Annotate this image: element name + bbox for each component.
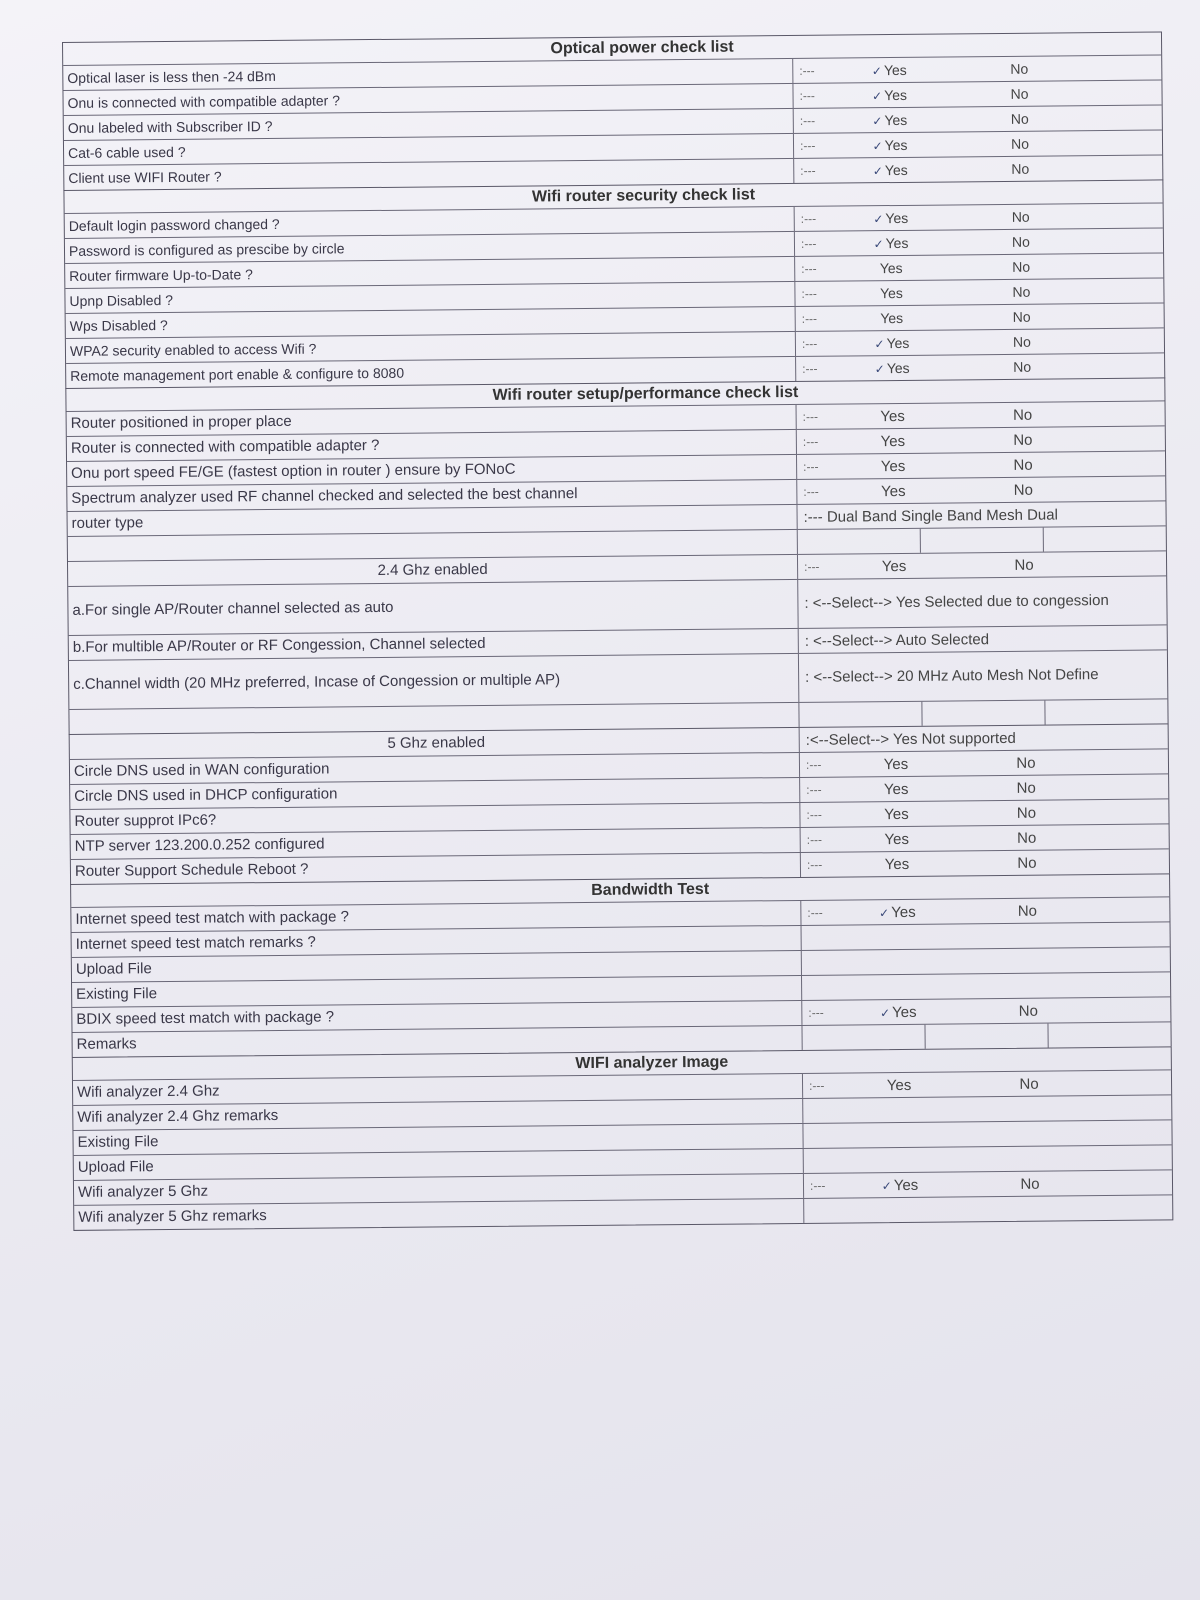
upload-file-field[interactable] xyxy=(802,947,1170,975)
no-option[interactable]: No xyxy=(1011,233,1030,250)
five-ghz-section xyxy=(69,723,1170,884)
check-mark-icon: ✓ xyxy=(872,164,883,179)
row-label: Router supprot IPc6? xyxy=(70,803,800,834)
setup-performance-section xyxy=(65,377,1168,734)
row-label: Wifi analyzer 5 Ghz remarks xyxy=(74,1199,804,1230)
yes-option[interactable]: ✓ Yes xyxy=(874,359,910,377)
yes-option[interactable]: Yes xyxy=(881,482,906,500)
row-label: Internet speed test match remarks ? xyxy=(72,926,802,957)
no-option[interactable]: No xyxy=(1010,60,1029,77)
check-mark-icon: ✓ xyxy=(874,337,885,352)
row-label: Client use WIFI Router ? xyxy=(64,159,794,190)
row-label: Router Support Schedule Reboot ? xyxy=(71,853,801,884)
no-option[interactable]: No xyxy=(1019,1075,1039,1093)
check-mark-icon: ✓ xyxy=(872,114,883,129)
bandwidth-test-section xyxy=(70,873,1172,1057)
row-label: Wifi analyzer 2.4 Ghz xyxy=(73,1074,803,1105)
no-option[interactable]: No xyxy=(1017,854,1037,872)
row-prefix: :--- xyxy=(806,832,823,847)
no-option[interactable]: No xyxy=(1010,135,1030,152)
yes-option[interactable]: ✓ Yes xyxy=(873,234,909,252)
check-mark-icon: ✓ xyxy=(873,237,884,252)
row-prefix: :--- xyxy=(809,1178,826,1193)
row-label: Wifi analyzer 2.4 Ghz remarks xyxy=(73,1099,803,1130)
yes-option[interactable]: Yes xyxy=(881,557,907,575)
no-option[interactable]: No xyxy=(1013,358,1032,375)
check-mark-icon: ✓ xyxy=(880,1005,891,1020)
no-option[interactable]: No xyxy=(1016,804,1037,822)
row-label: Wps Disabled ? xyxy=(66,307,796,338)
no-option[interactable]: No xyxy=(1014,556,1034,574)
row-label: b.For multible AP/Router or RF Congession, Channel selected xyxy=(69,629,799,660)
row-label: c.Channel width (20 MHz preferred, Incase of Congession or multiple AP) xyxy=(69,654,799,709)
yes-option[interactable]: Yes xyxy=(883,780,909,798)
yes-option[interactable]: Yes xyxy=(884,855,910,873)
yes-option[interactable]: ✓ Yes xyxy=(880,1003,917,1021)
no-option[interactable]: No xyxy=(1011,160,1030,177)
no-option[interactable]: No xyxy=(1018,1002,1039,1020)
subsection-title: 2.4 Ghz enabled xyxy=(68,555,798,586)
no-option[interactable]: No xyxy=(1012,308,1031,325)
no-option[interactable]: No xyxy=(1013,481,1034,499)
row-prefix: :--- xyxy=(805,757,822,772)
row-label: Existing File xyxy=(72,976,802,1007)
remarks-field[interactable] xyxy=(802,1022,1170,1050)
no-option[interactable]: No xyxy=(1012,406,1033,424)
row-prefix: :--- xyxy=(799,138,816,153)
row-label: WPA2 security enabled to access Wifi ? xyxy=(66,332,796,363)
no-option[interactable]: No xyxy=(1012,333,1031,350)
wifi-security-section xyxy=(63,179,1165,388)
row-prefix: :--- xyxy=(801,311,818,326)
yes-option[interactable]: Yes xyxy=(879,259,903,277)
no-option[interactable]: No xyxy=(1017,829,1037,847)
row-label: Circle DNS used in WAN configuration xyxy=(70,753,800,784)
section-title: Bandwidth Test xyxy=(591,880,710,899)
remarks-field[interactable] xyxy=(803,1095,1171,1123)
row-label: Spectrum analyzer used RF channel checked and selected the best channel xyxy=(67,480,797,511)
section-title: Wifi router security check list xyxy=(531,186,756,206)
row-prefix: :--- xyxy=(804,559,820,574)
row-label: Existing File xyxy=(73,1124,803,1155)
row-prefix: :--- xyxy=(800,163,816,178)
no-option[interactable]: No xyxy=(1016,754,1036,772)
row-label: Cat-6 cable used ? xyxy=(64,134,794,165)
existing-file-field xyxy=(803,1120,1171,1148)
optical-power-section xyxy=(62,31,1163,190)
wifi-analyzer-section xyxy=(72,1046,1174,1231)
row-prefix: :--- xyxy=(803,459,819,474)
no-option[interactable]: No xyxy=(1017,902,1038,920)
yes-option[interactable]: ✓ Yes xyxy=(874,334,910,352)
check-mark-icon: ✓ xyxy=(879,905,890,920)
section-title: Optical power check list xyxy=(550,38,734,58)
row-label: Wifi analyzer 5 Ghz xyxy=(74,1174,804,1205)
row-label: Optical laser is less then -24 dBm xyxy=(63,59,793,90)
row-prefix: :--- xyxy=(799,63,815,78)
no-option[interactable]: No xyxy=(1013,456,1033,474)
row-prefix: :--- xyxy=(807,905,823,920)
row-label: Remarks xyxy=(73,1026,803,1057)
check-mark-icon: ✓ xyxy=(871,64,882,79)
row-prefix: :--- xyxy=(802,434,819,449)
remarks-field[interactable] xyxy=(804,1195,1172,1223)
row-prefix: :--- xyxy=(806,782,822,797)
row-label: router type xyxy=(68,505,798,536)
row-label: Default login password changed ? xyxy=(65,207,795,238)
row-label: Upnp Disabled ? xyxy=(65,282,795,313)
remarks-field[interactable] xyxy=(802,922,1170,950)
row-prefix: :--- xyxy=(801,286,817,301)
no-option[interactable]: No xyxy=(1012,283,1031,300)
no-option[interactable]: No xyxy=(1020,1175,1040,1193)
check-mark-icon: ✓ xyxy=(873,212,884,227)
row-label: Onu is connected with compatible adapter ? xyxy=(63,84,793,115)
row-prefix: :--- xyxy=(802,361,818,376)
no-option[interactable]: No xyxy=(1010,85,1029,102)
yes-option[interactable]: Yes xyxy=(884,830,910,848)
row-prefix: :--- xyxy=(808,1005,824,1020)
row-prefix: :--- xyxy=(800,236,817,251)
five-ghz-select[interactable]: :<--Select--> Yes Not supported xyxy=(805,729,1016,749)
row-prefix: :--- xyxy=(806,857,823,872)
yes-option[interactable]: Yes xyxy=(883,755,909,773)
yes-option[interactable]: Yes xyxy=(884,805,909,823)
yes-option[interactable]: ✓ Yes xyxy=(872,136,908,154)
upload-file-field[interactable] xyxy=(804,1145,1172,1173)
row-label: Upload File xyxy=(72,951,802,982)
row-label: Internet speed test match with package ? xyxy=(71,901,801,932)
check-mark-icon: ✓ xyxy=(872,139,883,154)
no-option[interactable]: No xyxy=(1010,110,1029,127)
no-option[interactable]: No xyxy=(1011,208,1030,225)
row-prefix: :--- xyxy=(808,1078,825,1093)
yes-option[interactable]: ✓ Yes xyxy=(872,111,908,129)
no-option[interactable]: No xyxy=(1012,258,1031,275)
yes-option[interactable]: Yes xyxy=(880,432,906,450)
row-label: Circle DNS used in DHCP configuration xyxy=(70,778,800,809)
yes-option[interactable]: Yes xyxy=(886,1076,912,1094)
row-label: Onu port speed FE/GE (fastest option in router ) ensure by FONoC xyxy=(67,455,797,486)
row-label: Router positioned in proper place xyxy=(67,405,797,436)
channel-select[interactable]: : <--Select--> Auto Selected xyxy=(804,630,990,650)
row-prefix: :--- xyxy=(803,484,819,499)
yes-option[interactable]: Yes xyxy=(880,407,905,425)
row-prefix: :--- xyxy=(799,113,816,128)
row-label: Onu labeled with Subscriber ID ? xyxy=(64,109,794,140)
row-prefix: :--- xyxy=(800,211,817,226)
channel-width-select[interactable]: : <--Select--> 20 MHz Auto Mesh Not Define xyxy=(805,666,1099,686)
section-title: WIFI analyzer Image xyxy=(575,1053,729,1073)
row-label: Upload File xyxy=(74,1149,804,1180)
check-mark-icon: ✓ xyxy=(874,362,885,377)
row-label: BDIX speed test match with package ? xyxy=(72,1001,802,1032)
yes-option[interactable]: ✓ Yes xyxy=(872,86,908,104)
router-type-select[interactable]: :--- Dual Band Single Band Mesh Dual xyxy=(803,505,1058,526)
section-title: Wifi router setup/performance check list xyxy=(492,383,799,404)
no-option[interactable]: No xyxy=(1016,779,1036,797)
yes-option[interactable]: ✓ Yes xyxy=(872,161,908,179)
yes-option[interactable]: ✓ Yes xyxy=(881,1176,919,1194)
yes-option[interactable]: ✓ Yes xyxy=(879,903,916,921)
check-mark-icon: ✓ xyxy=(872,89,883,104)
row-prefix: :--- xyxy=(801,336,818,351)
yes-option[interactable]: ✓ Yes xyxy=(873,209,909,227)
check-mark-icon: ✓ xyxy=(881,1178,892,1193)
row-label: Router firmware Up-to-Date ? xyxy=(65,257,795,288)
row-label: Router is connected with compatible adapter ? xyxy=(67,430,797,461)
section-title: 5 Ghz enabled xyxy=(70,728,800,759)
yes-option[interactable]: Yes xyxy=(880,309,904,327)
row-prefix: :--- xyxy=(806,807,822,822)
row-label: a.For single AP/Router channel selected as auto xyxy=(68,580,798,635)
row-prefix: :--- xyxy=(802,409,819,424)
yes-option[interactable]: ✓ Yes xyxy=(871,61,907,79)
row-label: Password is configured as prescibe by circle xyxy=(65,232,795,263)
row-prefix: :--- xyxy=(799,88,815,103)
yes-option[interactable]: Yes xyxy=(879,284,903,302)
existing-file-field xyxy=(802,972,1170,1000)
row-label: Remote management port enable & configure to 8080 xyxy=(66,357,796,388)
no-option[interactable]: No xyxy=(1013,431,1033,449)
channel-select[interactable]: : <--Select--> Yes Selected due to congession xyxy=(804,591,1109,612)
row-prefix: :--- xyxy=(801,261,817,276)
row-label: NTP server 123.200.0.252 configured xyxy=(71,828,801,859)
checklist-form xyxy=(62,31,1173,1231)
yes-option[interactable]: Yes xyxy=(880,457,906,475)
